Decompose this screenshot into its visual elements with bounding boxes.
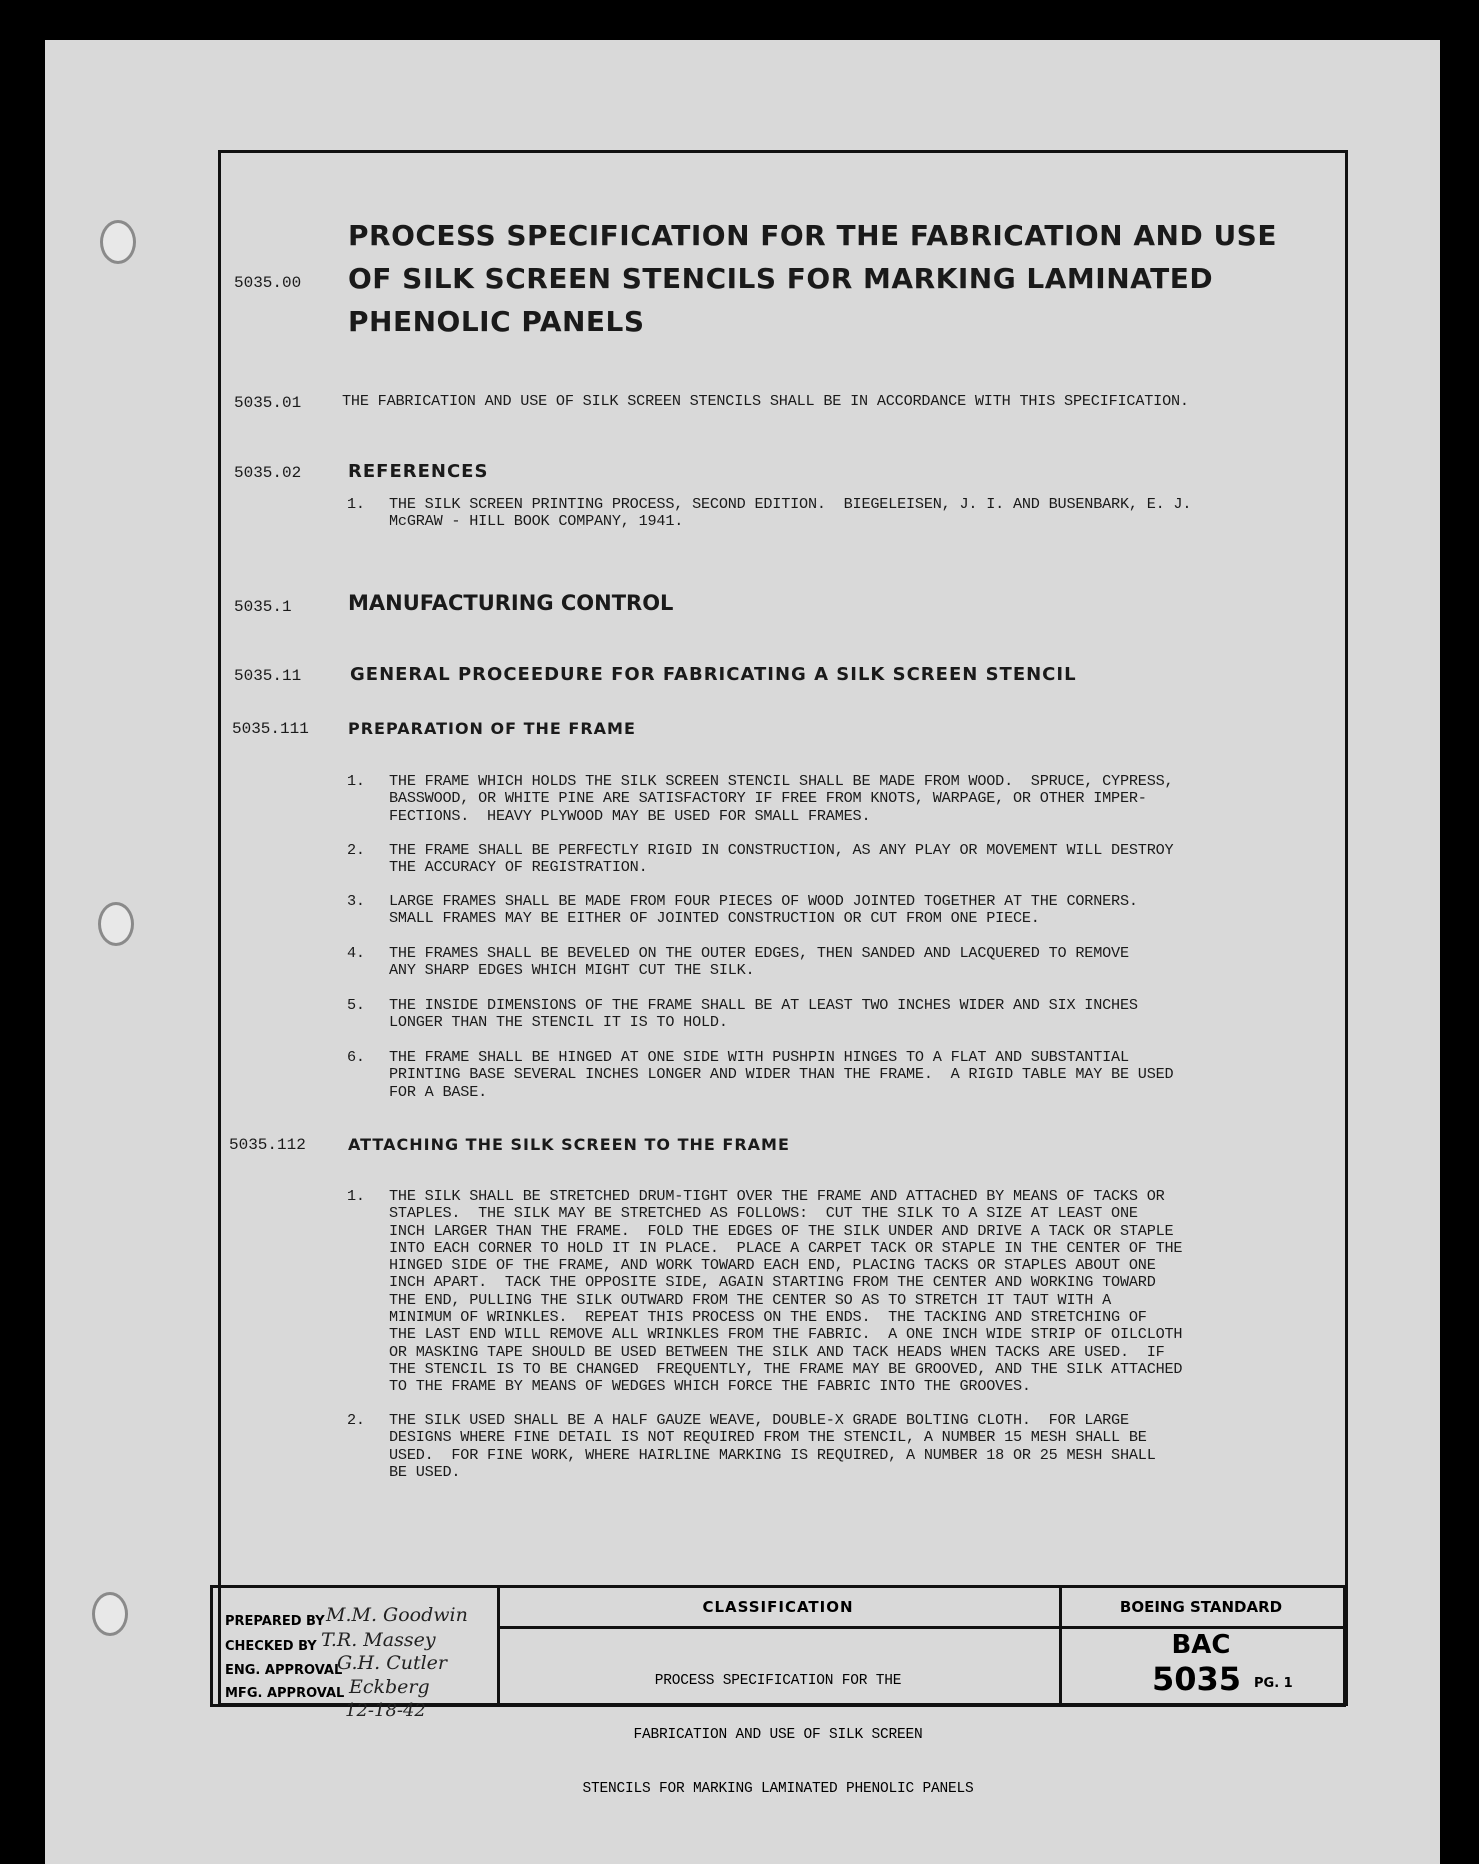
list-item-line: FECTIONS. HEAVY PLYWOOD MAY BE USED FOR SMALL FRAMES. (389, 806, 871, 825)
section-number: 5035.01 (234, 394, 302, 412)
list-item-line: THE END, PULLING THE SILK OUTWARD FROM THE CENTER SO AS TO STRETCH IT TAUT WITH A (389, 1290, 1112, 1309)
list-item-line: OR MASKING TAPE SHOULD BE USED BETWEEN THE SILK AND TACK HEADS WHEN TACKS ARE USED. IF (389, 1342, 1165, 1361)
standard-number: 5035 (1152, 1660, 1242, 1698)
classification-line: FABRICATION AND USE OF SILK SCREEN (633, 1727, 923, 1743)
list-item-line: THE FRAME WHICH HOLDS THE SILK SCREEN STENCIL SHALL BE MADE FROM WOOD. SPRUCE, CYPRESS, (389, 772, 1174, 790)
list-item-number: 3. (347, 892, 365, 910)
section-number: 5035.112 (229, 1136, 306, 1154)
list-item-line: DESIGNS WHERE FINE DETAIL IS NOT REQUIRED FROM THE STENCIL, A NUMBER 15 MESH SHALL BE (389, 1428, 1147, 1447)
list-item-line: THE INSIDE DIMENSIONS OF THE FRAME SHALL BE AT LEAST TWO INCHES WIDER AND SIX INCHES (389, 996, 1138, 1014)
list-item-line: BE USED. (389, 1462, 461, 1481)
section-text: THE FABRICATION AND USE OF SILK SCREEN STENCILS SHALL BE IN ACCORDANCE WITH THIS SPECIFICATION. (342, 392, 1189, 410)
list-item-line: INTO EACH CORNER TO HOLD IT IN PLACE. PLACE A CARPET TACK OR STAPLE IN THE CENTER OF THE (389, 1238, 1183, 1257)
list-item-line: BASSWOOD, OR WHITE PINE ARE SATISFACTORY IF FREE FROM KNOTS, WARPAGE, OR OTHER IMPER- (389, 789, 1147, 808)
section-heading: MANUFACTURING CONTROL (348, 591, 674, 615)
list-item-line: STAPLES. THE SILK MAY BE STRETCHED AS FOLLOWS: CUT THE SILK TO A SIZE AT LEAST ONE (389, 1204, 1138, 1223)
list-item-line: SMALL FRAMES MAY BE EITHER OF JOINTED CONSTRUCTION OR CUT FROM ONE PIECE. (389, 909, 1040, 928)
list-item-number: 1. (347, 495, 365, 513)
section-number: 5035.111 (232, 720, 309, 738)
section-heading: PREPARATION OF THE FRAME (348, 719, 636, 738)
prepared-label: PREPARED BY (225, 1614, 325, 1629)
classification-label: CLASSIFICATION (702, 1598, 854, 1616)
list-item (389, 1412, 1156, 1481)
list-item-number: 6. (347, 1048, 365, 1066)
list-item-number: 2. (347, 1411, 365, 1429)
list-item-line: McGRAW - HILL BOOK COMPANY, 1941. (389, 512, 684, 531)
checked-label: CHECKED BY (225, 1639, 317, 1654)
approval-date: 12-18-42 (345, 1700, 426, 1721)
list-item-line: FOR A BASE. (389, 1082, 488, 1101)
classification-header (497, 1588, 1059, 1629)
punch-hole (100, 220, 136, 264)
list-item-line: THE STENCIL IS TO BE CHANGED FREQUENTLY, THE FRAME MAY BE GROOVED, AND THE SILK ATTACHED (389, 1359, 1183, 1378)
section-heading: GENERAL PROCEEDURE FOR FABRICATING A SILK SCREEN STENCIL (350, 664, 1077, 685)
eng-signature: G.H. Cutler (337, 1652, 448, 1674)
list-item-line: THE SILK SHALL BE STRETCHED DRUM-TIGHT OVER THE FRAME AND ATTACHED BY MEANS OF TACKS OR (389, 1187, 1165, 1205)
title-line: PROCESS SPECIFICATION FOR THE FABRICATION AND USE (348, 219, 1277, 252)
title-number: 5035.00 (234, 274, 302, 292)
list-item-line: THE LAST END WILL REMOVE ALL WRINKLES FROM THE FABRIC. A ONE INCH WIDE STRIP OF OILCLOTH (389, 1325, 1183, 1344)
list-item (389, 893, 1138, 928)
list-item-number: 4. (347, 944, 365, 962)
section-number: 5035.02 (234, 464, 302, 482)
list-item-line: THE FRAMES SHALL BE BEVELED ON THE OUTER EDGES, THEN SANDED AND LACQUERED TO REMOVE (389, 944, 1129, 962)
standard-cell (1059, 1588, 1343, 1704)
list-item-number: 5. (347, 996, 365, 1014)
list-item (389, 1049, 1173, 1101)
list-item-line: TO THE FRAME BY MEANS OF WEDGES WHICH FORCE THE FABRIC INTO THE GROOVES. (389, 1377, 1031, 1396)
mfg-signature: Eckberg (349, 1676, 430, 1698)
punch-hole (98, 902, 134, 946)
classification-line: PROCESS SPECIFICATION FOR THE (654, 1673, 902, 1689)
section-heading: REFERENCES (348, 461, 489, 482)
list-item-line: LONGER THAN THE STENCIL IT IS TO HOLD. (389, 1013, 728, 1032)
list-item (389, 945, 1129, 980)
list-item-line: THE SILK SCREEN PRINTING PROCESS, SECOND EDITION. BIEGELEISEN, J. I. AND BUSENBARK, E. J. (389, 495, 1192, 513)
list-item (389, 842, 1173, 877)
list-item-line: USED. FOR FINE WORK, WHERE HAIRLINE MARKING IS REQUIRED, A NUMBER 18 OR 25 MESH SHALL (389, 1445, 1156, 1464)
list-item-number: 1. (347, 772, 365, 790)
eng-approval-label: ENG. APPROVAL (225, 1663, 343, 1678)
list-item-line: INCH LARGER THAN THE FRAME. FOLD THE EDGES OF THE SILK UNDER AND DRIVE A TACK OR STAPLE (389, 1221, 1174, 1240)
list-item (389, 1188, 1182, 1396)
list-item-line: MINIMUM OF WRINKLES. REPEAT THIS PROCESS ON THE ENDS. THE TACKING AND STRETCHING OF (389, 1308, 1147, 1327)
list-item-line: THE SILK USED SHALL BE A HALF GAUZE WEAVE, DOUBLE-X GRADE BOLTING CLOTH. FOR LARGE (389, 1411, 1129, 1429)
checked-signature: T.R. Massey (321, 1629, 436, 1651)
prepared-signature: M.M. Goodwin (326, 1604, 468, 1626)
classification-text (497, 1636, 1059, 1834)
list-item-number: 2. (347, 841, 365, 859)
section-heading: ATTACHING THE SILK SCREEN TO THE FRAME (348, 1135, 790, 1154)
list-item-line: HINGED SIDE OF THE FRAME, AND WORK TOWARD EACH END, PLACING TACKS OR STAPLES ABOUT ONE (389, 1256, 1156, 1275)
list-item (389, 997, 1138, 1032)
page-title (348, 214, 1277, 343)
list-item-line: PRINTING BASE SEVERAL INCHES LONGER AND WIDER THAN THE FRAME. A RIGID TABLE MAY BE USED (389, 1065, 1174, 1084)
standard-prefix: BAC (1171, 1630, 1231, 1660)
page-number: PG. 1 (1254, 1676, 1293, 1691)
punch-hole (92, 1592, 128, 1636)
approvals-cell (213, 1588, 500, 1704)
mfg-approval-label: MFG. APPROVAL (225, 1686, 345, 1701)
section-number: 5035.11 (234, 667, 302, 685)
list-item-line: THE ACCURACY OF REGISTRATION. (389, 858, 648, 877)
classification-cell (497, 1588, 1062, 1797)
title-line: PHENOLIC PANELS (348, 305, 645, 338)
standard-label: BOEING STANDARD (1119, 1598, 1283, 1616)
section-number: 5035.1 (234, 598, 292, 616)
list-item-line: LARGE FRAMES SHALL BE MADE FROM FOUR PIECES OF WOOD JOINTED TOGETHER AT THE CORNERS. (389, 892, 1138, 910)
list-item-line: ANY SHARP EDGES WHICH MIGHT CUT THE SILK. (389, 961, 755, 980)
list-item-line: INCH APART. TACK THE OPPOSITE SIDE, AGAIN STARTING FROM THE CENTER AND WORKING TOWARD (389, 1273, 1156, 1292)
list-item-line: THE FRAME SHALL BE PERFECTLY RIGID IN CONSTRUCTION, AS ANY PLAY OR MOVEMENT WILL DESTROY (389, 841, 1174, 859)
standard-header (1059, 1588, 1343, 1629)
classification-line: STENCILS FOR MARKING LAMINATED PHENOLIC PANELS (582, 1781, 974, 1797)
list-item (389, 773, 1173, 825)
list-item (389, 496, 1191, 531)
list-item-number: 1. (347, 1187, 365, 1205)
title-line: OF SILK SCREEN STENCILS FOR MARKING LAMINATED (348, 262, 1214, 295)
list-item-line: THE FRAME SHALL BE HINGED AT ONE SIDE WITH PUSHPIN HINGES TO A FLAT AND SUBSTANTIAL (389, 1048, 1129, 1066)
